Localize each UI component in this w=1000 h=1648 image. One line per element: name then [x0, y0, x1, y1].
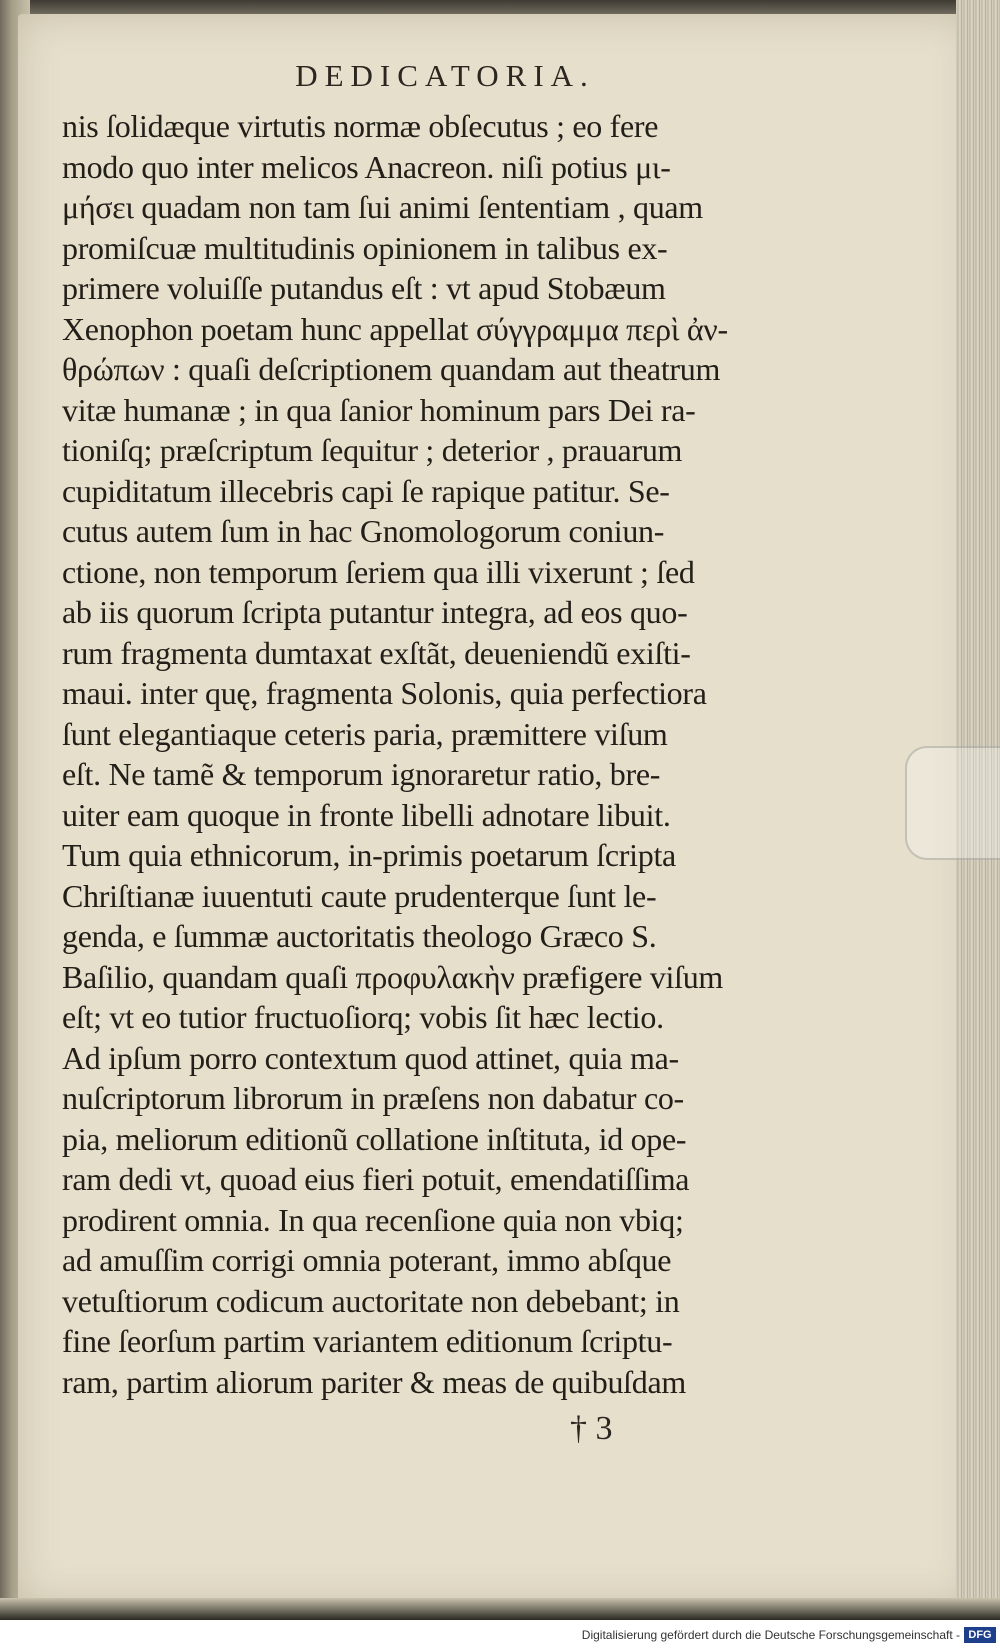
text-line: cupiditatum illecebris capi ſe rapique patitur. Se- [62, 472, 670, 509]
text-line: rum fragmenta dumtaxat exſtãt, deueniendũ exiſti- [62, 634, 691, 671]
text-line: ab iis quorum ſcripta putantur integra, ad eos quo- [62, 594, 688, 630]
text-line: ram, partim aliorum pariter & meas de quibuſdam [62, 1363, 686, 1400]
running-head: DEDICATORIA. [295, 58, 595, 93]
text-line: Chriſtianæ iuuentuti caute prudenterque ſunt le- [62, 877, 657, 914]
text-line: vitæ humanæ ; in qua ſanior hominum pars Dei ra- [62, 391, 696, 428]
text-line: nis ſolidæque virtutis normæ obſecutus ; eo fere [62, 108, 659, 144]
text-line: eſt. Ne tamẽ & temporum ignoraretur ratio, bre- [62, 756, 661, 792]
text-line: cutus autem ſum in hac Gnomologorum coniun- [62, 513, 665, 549]
funding-credit: Digitalisierung gefördert durch die Deutsche Forschungsgemeinschaft - [581, 1628, 960, 1642]
text-line: eſt; vt eo tutior fructuoſiorq; vobis ſit hæc lectio. [62, 999, 664, 1035]
text-line: Baſilio, quandam quaſi προφυλακὴν præfigere viſum [62, 958, 724, 995]
text-line: tioniſq; præſcriptum ſequitur ; deterior , prauarum [62, 432, 683, 468]
text-line: θρώπων : quaſi deſcriptionem quandam aut theatrum [62, 351, 721, 387]
text-line: pia, meliorum editionũ collatione inſtituta, id ope- [62, 1120, 687, 1157]
text-line: ctione, non temporum ſeriem qua illi vixerunt ; ſed [62, 553, 695, 590]
dfg-logo: DFG [964, 1627, 996, 1643]
text-line: promiſcuæ multitudinis opinionem in talibus ex- [62, 229, 668, 266]
body-text [62, 106, 822, 1402]
footer-bar [0, 1620, 1000, 1648]
text-line: vetuſtiorum codicum auctoritate non debebant; in [62, 1282, 680, 1319]
text-line: ad amuſſim corrigi omnia poterant, immo abſque [62, 1242, 672, 1278]
text-line: nuſcriptorum librorum in præſens non dabatur co- [62, 1080, 684, 1116]
text-line: genda, e ſummæ auctoritatis theologo Græco S. [62, 918, 657, 954]
text-line: maui. inter quę, fragmenta Solonis, quia perfectiora [62, 675, 707, 711]
text-line: modo quo inter melicos Anacreon. niſi potius μι- [62, 148, 671, 185]
text-line: primere voluiſſe putandus eſt : vt apud Stobæum [62, 270, 666, 306]
page-clip [905, 746, 1000, 860]
text-line: prodirent omnia. In qua recenſione quia non vbiq; [62, 1201, 684, 1238]
text-line: Tum quia ethnicorum, in-primis poetarum ſcripta [62, 837, 676, 873]
text-line: uiter eam quoque in fronte libelli adnotare libuit. [62, 796, 671, 833]
text-line: μήσει quadam non tam ſui animi ſententiam , quam [62, 189, 703, 225]
text-line: fine ſeorſum partim variantem editionum ſcriptu- [62, 1323, 673, 1359]
text-line: Ad ipſum porro contextum quod attinet, quia ma- [62, 1039, 679, 1076]
text-line: ram dedi vt, quoad eius fieri potuit, emendatiſſima [62, 1161, 690, 1197]
text-line: ſunt elegantiaque ceteris paria, præmittere viſum [62, 715, 668, 752]
signature-mark: † 3 [570, 1410, 613, 1447]
text-line: Xenophon poetam hunc appellat σύγγραμμα περὶ ἀν- [62, 310, 728, 347]
book-bottom-shadow [0, 1598, 1000, 1620]
